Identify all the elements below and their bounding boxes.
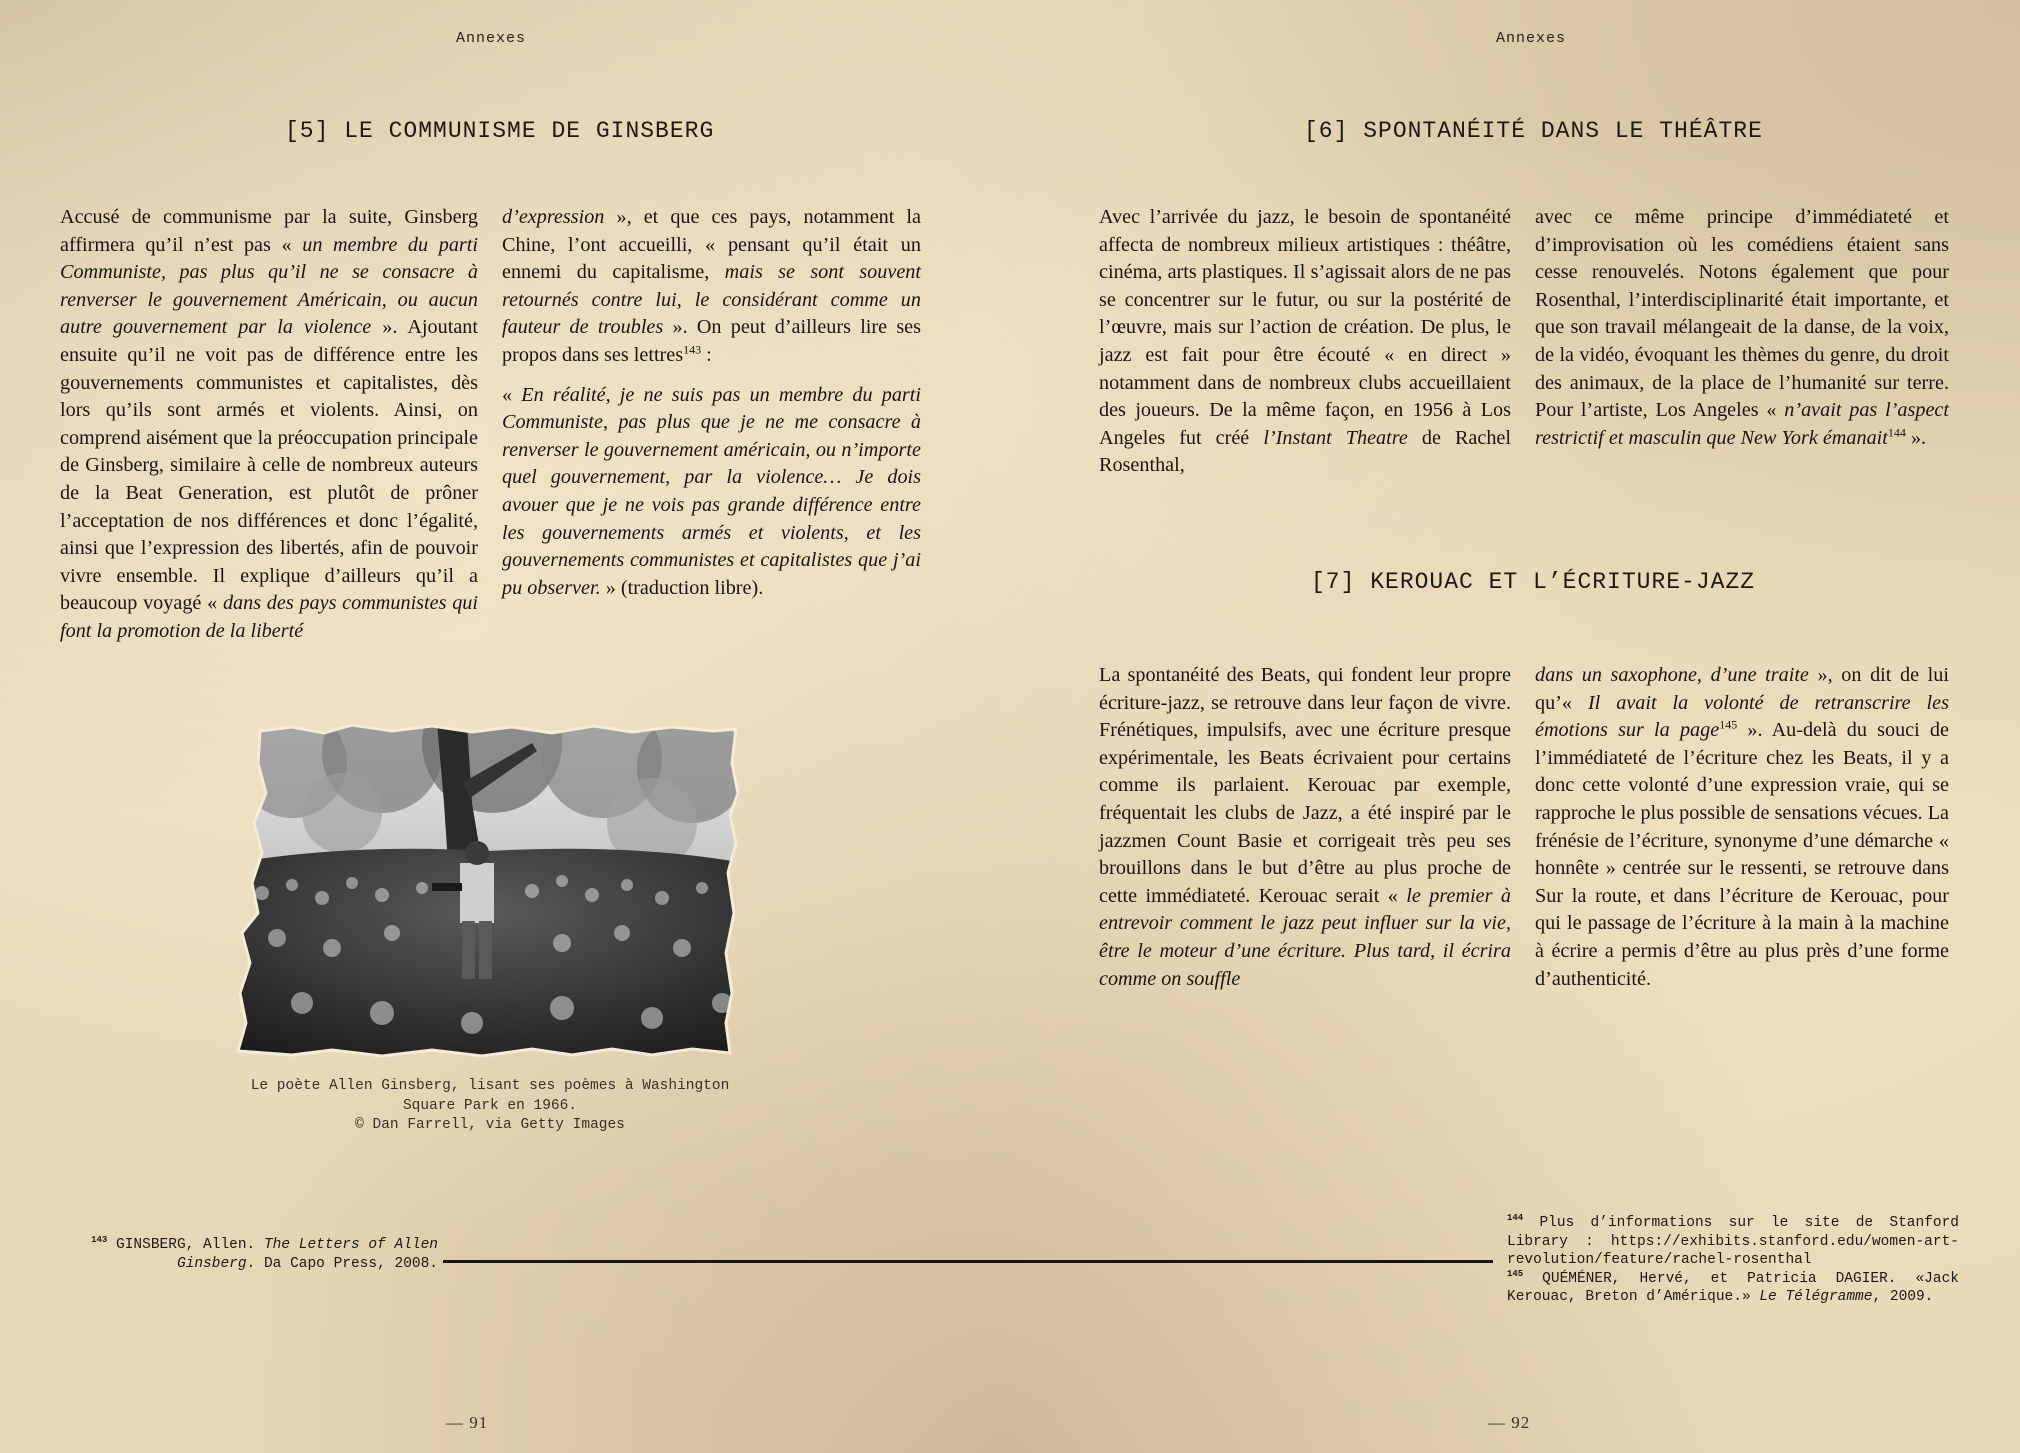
section-heading-6: [6] SPONTANÉITÉ DANS LE THÉÂTRE bbox=[1304, 118, 1763, 144]
running-head-left: Annexes bbox=[456, 30, 527, 47]
paragraph: Accusé de communisme par la suite, Ginsberg affirmera qu’il n’est pas « un membre du parti Communiste, pas plus qu’il ne se consacre à renverser le gouvernement Américain, ou aucun autre gouvernement par la violence ». Ajoutant ensuite qu’il ne voit pas de différence entre les gouvernements communistes et capitalistes, dès lors qu’ils sont armés et violents. Ainsi, on comprend aisément que la préoccupation principale de Ginsberg, similaire à celle de nombreux auteurs de la Beat Generation, est plutôt de prôner l’acceptation de nos différences et donc l’égalité, ainsi que l’expression des libertés, afin de pouvoir vivre ensemble. Il explique d’ailleurs qu’il a beaucoup voyagé « dans des pays communistes qui font la promotion de la liberté bbox=[60, 206, 479, 642]
paragraph: Avec l’arrivée du jazz, le besoin de spontanéité affecta de nombreux milieux artistiques : théâtre, cinéma, arts plastiques. Il s’agissait alors de ne pas se concentrer sur le futur, ou sur la postérité de l’œuvre, mais sur l’action de création. De plus, le jazz est fait pour être écouté « en direct » notamment dans de nombreux clubs accueillaient des joueurs. De la même façon, en 1956 à Los Angeles fut créé l’Instant Theatre de Rachel Rosenthal, bbox=[1099, 206, 1511, 477]
right-section7-column-2 bbox=[1535, 662, 1949, 993]
right-section7-column-1 bbox=[1099, 662, 1511, 993]
photo-caption: Le poète Allen Ginsberg, lisant ses poèmes à Washington Square Park en 1966. © Dan Farrell, via Getty Images bbox=[250, 1078, 730, 1133]
block-quote: « En réalité, je ne suis pas un membre du parti Communiste, pas plus que je ne me consacre à renverser le gouvernement américain, ou n’importe quel gouvernement, par la violence… Je dois avouer que je ne vois pas grande différence entre les gouvernements armés et violents, et les gouvernements communistes et capitalistes que j’ai pu observer. » (traduction libre). bbox=[502, 383, 922, 599]
section-heading-7: [7] KEROUAC ET L’ÉCRITURE-JAZZ bbox=[1311, 569, 1756, 595]
footnote-ref-144[interactable]: 144 bbox=[1887, 425, 1906, 440]
paragraph: avec ce même principe d’immédiateté et d’improvisation où les comédiens étaient sans cesse renouvelés. Notons également que pour Rosenthal, l’interdisciplinarité était importante, et que son travail mélangeait de la danse, de la voix, de la vidéo, évoquant les thèmes du genre, du droit des animaux, de la place de l’humanité sur terre. Pour l’artiste, Los Angeles « n’avait pas l’aspect restrictif et masculin que New York émanait$^{144}$ ». bbox=[1535, 206, 1949, 449]
footnotes-144-145 bbox=[1507, 1214, 1959, 1307]
right-section6-column-1 bbox=[1099, 204, 1511, 480]
footnote-divider bbox=[443, 1260, 1493, 1263]
page-number-right: — 92 bbox=[1488, 1413, 1531, 1432]
paragraph: d’expression », et que ces pays, notamment la Chine, l’ont accueilli, « pensant qu’il était un ennemi du capitalisme, mais se sont souvent retournés contre lui, le considérant comme un fauteur de troubles ». On peut d’ailleurs lire ses propos dans ses lettres$^{143}$ : bbox=[502, 206, 921, 366]
section-heading-5: [5] LE COMMUNISME DE GINSBERG bbox=[285, 118, 715, 144]
footnote-ref-145[interactable]: 145 bbox=[1719, 717, 1738, 732]
footnote-ref-143[interactable]: 143 bbox=[683, 342, 702, 357]
left-column-2 bbox=[502, 204, 921, 602]
footnote-144: $^{144}$ Plus d’informations sur le site de Stanford Library : https://exhibits.stanford.edu/women-art-revolution/feature/rachel-rosenthal bbox=[1507, 1213, 1959, 1268]
paragraph: La spontanéité des Beats, qui fondent leur propre écriture-jazz, se retrouve dans leur façon de vivre. Frénétiques, impulsifs, avec une écriture presque expérimentale, les Beats écrivaient pour certains comme ils parlaient. Kerouac par exemple, fréquentait les clubs de Jazz, a été inspiré par le jazzmen Count Basie et corrigeait très peu ses brouillons dans le but d’être au plus proche de cette immédiateté. Kerouac serait « le premier à entrevoir comment le jazz peut influer sur la vie, être le moteur d’une écriture. Plus tard, il écrira comme on souffle bbox=[1099, 664, 1511, 990]
right-section6-column-2 bbox=[1535, 204, 1949, 452]
paragraph: dans un saxophone, d’une traite », on dit de lui qu’« Il avait la volonté de retranscrire les émotions sur la page$^{145}$ ». Au-delà du souci de l’immédiateté de l’écriture chez les Beats, il y a donc cette volonté d’une expression vraie, qui se rapproche le plus possible de sensations vécues. La frénésie de l’écriture, synonyme d’une démarche « honnête » centrée sur le ressenti, se retrouve dans Sur la route, et dans l’écriture de Kerouac, pour qui le passage de l’écriture à la main à la machine à écrire a permis d’être au plus près d’une forme d’authenticité. bbox=[1535, 664, 1949, 990]
footnote-145: $^{145}$ QUÉMÉNER, Hervé, et Patricia DAGIER. «Jack Kerouac, Breton d’Amérique.» Le Télégramme, 2009. bbox=[1507, 1268, 1959, 1305]
running-head-right: Annexes bbox=[1496, 30, 1567, 47]
left-column-1 bbox=[60, 204, 478, 646]
ginsberg-photo bbox=[232, 723, 744, 1058]
page-number-left: — 91 bbox=[446, 1413, 489, 1432]
footnote-143: $^{143}$ GINSBERG, Allen. The Letters of Allen Ginsberg. Da Capo Press, 2008. bbox=[91, 1235, 438, 1272]
